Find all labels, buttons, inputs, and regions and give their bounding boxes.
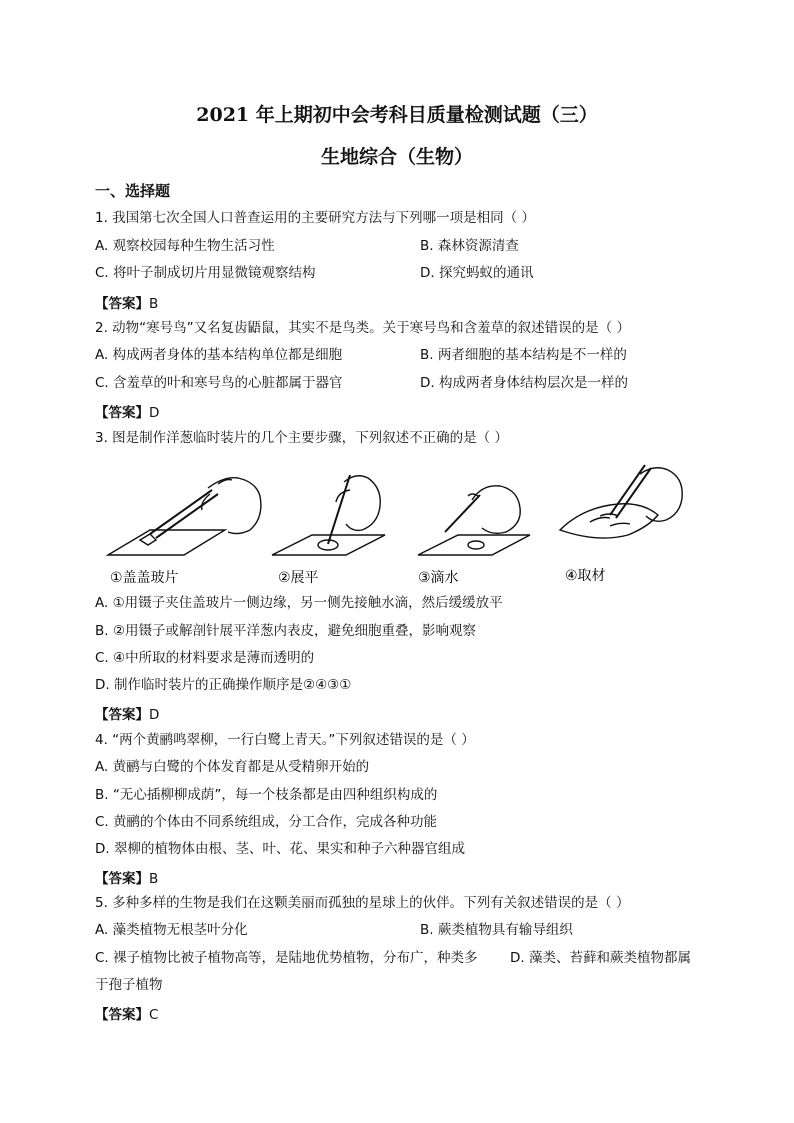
- q4-answer: [95, 867, 158, 887]
- answer-tag: 【答案】: [95, 1007, 149, 1023]
- answer-tag: 【答案】: [95, 707, 149, 723]
- answer-tag: 【答案】: [95, 296, 149, 312]
- q4-option-b: B. “无心插柳柳成荫”，每一个枝条都是由四种组织构成的: [95, 787, 438, 803]
- q4-answer-value: B: [149, 871, 159, 887]
- q1-stem: 1. 我国第七次全国人口普查运用的主要研究方法与下列哪一项是相同（ ）: [95, 210, 535, 226]
- q4-option-c: C. 黄鹂的个体由不同系统组成，分工合作，完成各种功能: [95, 814, 438, 830]
- q5-option-b: B. 蕨类植物具有输导组织: [420, 922, 573, 938]
- q1-answer-value: B: [149, 296, 159, 312]
- step3-illustration: [418, 486, 530, 555]
- q5-option-d-continued: 于孢子植物: [95, 977, 163, 993]
- q5-option-a: A. 藻类植物无根茎叶分化: [95, 922, 248, 938]
- exam-title: 2021 年上期初中会考科目质量检测试题（三）: [196, 104, 598, 126]
- exam-subtitle: 生地综合（生物）: [320, 146, 473, 168]
- q2-stem: 2. 动物“寒号鸟”又名复齿鼯鼠，其实不是鸟类。关于寒号鸟和含羞草的叙述错误的是（ ）: [95, 320, 630, 336]
- q1-option-d: D. 探究蚂蚁的通讯: [420, 265, 534, 281]
- slide-preparation-figure: [100, 460, 700, 595]
- q1-option-c: C. 将叶子制成切片用显微镜观察结构: [95, 265, 316, 281]
- q3-option-a: A. ①用镊子夹住盖玻片一侧边缘，另一侧先接触水滴，然后缓缓放平: [95, 595, 503, 611]
- q5-option-d: D. 藻类、苔藓和蕨类植物都属: [510, 950, 691, 966]
- caption-step3: ③滴水: [418, 570, 459, 586]
- q3-option-d: D. 制作临时装片的正确操作顺序是②④③①: [95, 677, 352, 693]
- step4-illustration: [560, 465, 682, 538]
- step1-illustration: [108, 478, 261, 555]
- q3-option-c: C. ④中所取的材料要求是薄而透明的: [95, 650, 315, 666]
- q1-option-a: A. 观察校园每种生物生活习性: [95, 238, 275, 254]
- q5-answer: [95, 1003, 158, 1023]
- q2-option-c: C. 含羞草的叶和寒号鸟的心脏都属于器官: [95, 375, 343, 391]
- q2-answer-value: D: [149, 405, 160, 421]
- answer-tag: 【答案】: [95, 871, 149, 887]
- q4-option-a: A. 黄鹂与白鹭的个体发育都是从受精卵开始的: [95, 759, 370, 775]
- q5-option-c: C. 裸子植物比被子植物高等，是陆地优势植物，分布广，种类多: [95, 950, 478, 966]
- q2-option-d: D. 构成两者身体结构层次是一样的: [420, 375, 628, 391]
- q3-stem: 3. 图是制作洋葱临时装片的几个主要步骤，下列叙述不正确的是（ ）: [95, 430, 508, 446]
- caption-step2: ②展平: [278, 570, 319, 586]
- q2-option-a: A. 构成两者身体的基本结构单位都是细胞: [95, 347, 343, 363]
- q4-stem: 4. “两个黄鹂鸣翠柳，一行白鹭上青天。”下列叙述错误的是（ ）: [95, 732, 475, 748]
- q3-option-b: B. ②用镊子或解剖针展平洋葱内表皮，避免细胞重叠，影响观察: [95, 623, 476, 639]
- step2-illustration: [272, 475, 385, 555]
- q1-option-b: B. 森林资源清查: [420, 238, 519, 254]
- section-heading: 一、选择题: [95, 182, 171, 200]
- q3-answer: [95, 703, 159, 723]
- q1-answer: [95, 292, 158, 312]
- q2-option-b: B. 两者细胞的基本结构是不一样的: [420, 347, 627, 363]
- answer-tag: 【答案】: [95, 405, 149, 421]
- q3-answer-value: D: [149, 707, 160, 723]
- caption-step1: ①盖盖玻片: [110, 570, 179, 586]
- q2-answer: [95, 401, 159, 421]
- caption-step4: ④取材: [565, 568, 606, 584]
- q5-answer-value: C: [149, 1007, 159, 1023]
- q4-option-d: D. 翠柳的植物体由根、茎、叶、花、果实和种子六种器官组成: [95, 841, 465, 857]
- q5-stem: 5. 多种多样的生物是我们在这颗美丽而孤独的星球上的伙伴。下列有关叙述错误的是（ ）: [95, 895, 630, 911]
